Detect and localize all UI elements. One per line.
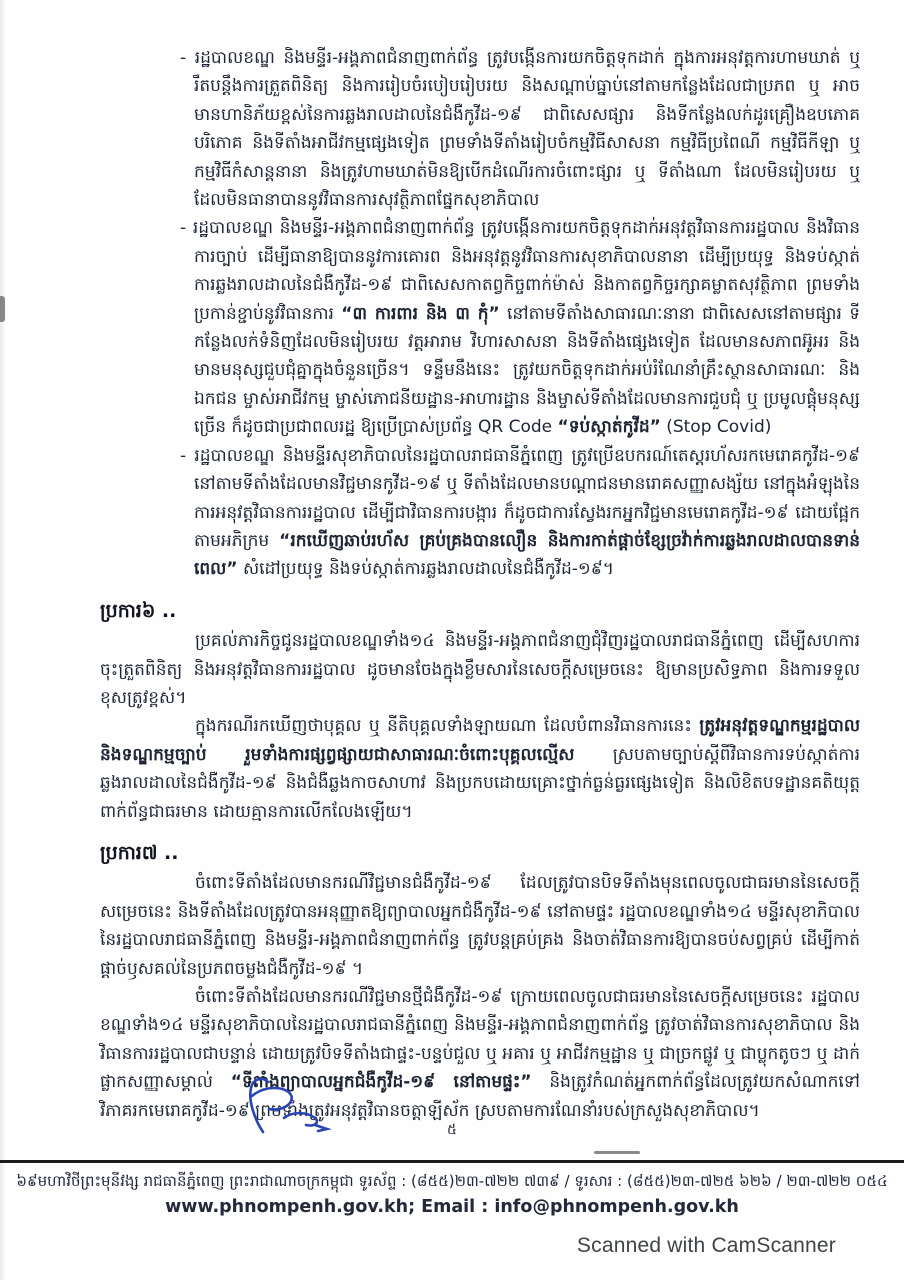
footer-address-line: ៦៩មហាវិថីព្រះមុនីវង្ស រាជធានីភ្នំពេញ ព្រះរាជាណាចក្រកម្ពុជា ទូរស័ព្ទ : (៨៥៥)២៣-៧២២ ៧៣៩ / ទូរសារ : (៨៥៥)២៣-៧២៥ ៦២៦ / ២៣-៧២២ ០៥៤ [16,1172,888,1190]
scan-edge-shadow [0,0,6,1280]
page-number: ៥ [447,1122,457,1138]
section-paragraph: ក្នុងករណីរកឃើញថាបុគ្គល ឬ នីតិបុគ្គលទាំងឡាយណា ដែលបំពានវិធានការនេះ ត្រូវអនុវត្តទណ្ឌកម្មរដ្ឋបាល និងទណ្ឌកម្មច្បាប់ រួមទាំងការផ្សព្វផ្សាយជាសាធារណៈចំពោះបុគ្គលល្មើស ស្របតាមច្បាប់ស្ដីពីវិធានការទប់ស្កាត់ការឆ្លងរាលដាលនៃជំងឺកូវីដ-១៩ និងជំងឺឆ្លងកាចសាហាវ និងប្រកបដោយគ្រោះថ្នាក់ធ្ងន់ធ្ងរផ្សេងទៀត និងលិខិតបទដ្ឋានគតិយុត្តពាក់ព័ន្ធជាធរមាន ដោយគ្មានការលើកលែងឡើយ។ [100,716,861,822]
document-body [100,44,860,1125]
provision-bullet: - រដ្ឋបាលខណ្ឌ និងមន្ទីរ-អង្គភាពជំនាញពាក់ព័ន្ធ ត្រូវបង្កើនការយកចិត្តទុកដាក់អនុវត្តវិធានការរដ្ឋបាល និងវិធានការច្បាប់ ដើម្បីធានាឱ្យបាននូវការគោរព និងអនុវត្តនូវវិធានការសុខាភិបាលនានា ដើម្បីប្រយុទ្ធ និងទប់ស្កាត់ការឆ្លងរាលដាលនៃជំងឺកូវីដ-១៩ ជាពិសេសកាតព្វកិច្ចពាក់ម៉ាស់ និងកាតព្វកិច្ចរក្សាគម្លាតសុវត្ថិភាព ព្រមទាំងប្រកាន់ខ្ជាប់នូវវិធានការ “៣ ការពារ និង ៣ កុំ” នៅតាមទីតាំងសាធារណៈនានា ជាពិសេសនៅតាមផ្សារ ទីកន្លែងលក់ទំនិញដែលមិនរៀបរយ វត្តអារាម វិហារសាសនា និងទីតាំងផ្សេងទៀត ដែលមានសភាពអ៊ូអរ និងមានមនុស្សជួបជុំគ្នាក្នុងចំនួនច្រើន។ ទន្ទឹមនឹងនេះ ត្រូវយកចិត្តទុកដាក់អប់រំណែនាំគ្រឹះស្ថានសាធារណៈ និងឯកជន ម្ចាស់អាជីវកម្ម ម្ចាស់ភោជនីយដ្ឋាន-អាហារដ្ឋាន និងម្ចាស់ទីតាំងដែលមានការជួបជុំ ឬ ប្រមូលផ្ដុំមនុស្សច្រើន ក៏ដូចជាប្រជាពលរដ្ឋ ឱ្យប្រើប្រាស់ប្រព័ន្ធ QR Code “ទប់ស្កាត់កូវីដ” (Stop Covid) [180,218,860,438]
section-heading-prakar-7: ប្រការ៧ .. [100,841,179,864]
section-paragraph: ប្រគល់ភារកិច្ចជូនរដ្ឋបាលខណ្ឌទាំង១៤ និងមន្ទីរ-អង្គភាពជំនាញជុំវិញរដ្ឋបាលរាជធានីភ្នំពេញ ដើម្បីសហការចុះត្រួតពិនិត្យ និងអនុវត្តវិធានការរដ្ឋបាល ដូចមានចែងក្នុងខ្លឹមសារនៃសេចក្ដីសម្រេចនេះ ឱ្យមានប្រសិទ្ធភាព និងការទទួលខុសត្រូវខ្ពស់។ [100,631,860,708]
scan-artifact [0,296,5,322]
provision-bullet: - រដ្ឋបាលខណ្ឌ និងមន្ទីរ-អង្គភាពជំនាញពាក់ព័ន្ធ ត្រូវបង្កើនការយកចិត្តទុកដាក់ ក្នុងការអនុវត្តការហាមឃាត់ ឬ រឹតបន្តឹងការត្រួតពិនិត្យ និងការរៀបចំរបៀបរៀបរយ និងសណ្ដាប់ធ្នាប់នៅតាមកន្លែងដែលជាប្រភព ឬ អាចមានហានិភ័យខ្ពស់នៃការឆ្លងរាលដាលនៃជំងឺកូវីដ-១៩ ជាពិសេសផ្សារ និងទីកន្លែងលក់ដូរគ្រឿងឧបភោគបរិភោគ និងទីតាំងអាជីវកម្មផ្សេងទៀត ព្រមទាំងទីតាំងរៀបចំកម្មវិធីសាសនា កម្មវិធីប្រពៃណី កម្មវិធីកីឡា ឬ កម្មវិធីកំសាន្តនានា និងត្រូវហាមឃាត់មិនឱ្យបើកដំណើរការចំពោះផ្សារ ឬ ទីតាំងណា ដែលមិនរៀបរយ ឬ ដែលមិនធានាបាននូវវិធានការសុវត្ថិភាពផ្នែកសុខាភិបាល [180,48,860,211]
footer-divider [0,1160,904,1163]
section-paragraph: ចំពោះទីតាំងដែលមានករណីវិជ្ជមានថ្មីជំងឺកូវីដ-១៩ ក្រោយពេលចូលជាធរមាននៃសេចក្ដីសម្រេចនេះ រដ្ឋបាលខណ្ឌទាំង១៤ មន្ទីរសុខាភិបាលនៃរដ្ឋបាលរាជធានីភ្នំពេញ និងមន្ទីរ-អង្គភាពជំនាញពាក់ព័ន្ធ ត្រូវចាត់វិធានការសុខាភិបាល និងវិធានការរដ្ឋបាលជាបន្ទាន់ ដោយត្រូវបិទទីតាំងជាផ្ទះ-បន្ទប់ជួល ឬ អគារ ឬ អាជីវកម្មដ្ឋាន ឬ ជាច្រកផ្លូវ ឬ ជាប្លុកតូចៗ ឬ ដាក់ផ្លាកសញ្ញាសម្គាល់ “ទីតាំងព្យាបាលអ្នកជំងឺកូវីដ-១៩ នៅតាមផ្ទះ” និងត្រូវកំណត់អ្នកពាក់ព័ន្ធដែលត្រូវយកសំណាកទៅវិភាគរកមេរោគកូវីដ-១៩ ព្រមទាំងត្រូវអនុវត្តវិធានចត្តាឡីស័ក ស្របតាមការណែនាំរបស់ក្រសួងសុខាភិបាល។ [100,987,860,1121]
camscanner-watermark: Scanned with CamScanner [576,1234,836,1257]
footer-website-email: www.phnompenh.gov.kh; Email : info@phnompenh.gov.kh [165,1197,739,1217]
section-paragraph: ចំពោះទីតាំងដែលមានករណីវិជ្ជមានជំងឺកូវីដ-១៩ ដែលត្រូវបានបិទទីតាំងមុនពេលចូលជាធរមាននៃសេចក្ដីសម្រេចនេះ និងទីតាំងដែលត្រូវបានអនុញ្ញាតឱ្យព្យាបាលអ្នកជំងឺកូវីដ-១៩ នៅតាមផ្ទះ រដ្ឋបាលខណ្ឌទាំង១៤ មន្ទីរសុខាភិបាលនៃរដ្ឋបាលរាជធានីភ្នំពេញ និងមន្ទីរ-អង្គភាពជំនាញពាក់ព័ន្ធ ត្រូវបន្តគ្រប់គ្រង និងចាត់វិធានការឱ្យបានចប់សព្វគ្រប់ ដើម្បីកាត់ផ្ដាច់ឫសគល់នៃប្រភពចម្លងជំងឺកូវីដ-១៩ ។ [100,873,860,979]
section-heading-prakar-6: ប្រការ៦ .. [100,599,177,622]
provision-bullet: - រដ្ឋបាលខណ្ឌ និងមន្ទីរសុខាភិបាលនៃរដ្ឋបាលរាជធានីភ្នំពេញ ត្រូវប្រើឧបករណ៍តេស្ដរហ័សរកមេរោគកូវីដ-១៩ នៅតាមទីតាំងដែលមានវិជ្ជមានកូវីដ-១៩ ឬ ទីតាំងដែលមានបណ្ដាជនមានរោគសញ្ញាសង្ស័យ នៅក្នុងអំឡុងនៃការអនុវត្តវិធានការរដ្ឋបាល ដើម្បីជាវិធានការបង្ការ ក៏ដូចជាការស្វែងរកអ្នកវិជ្ជមានមេរោគកូវីដ-១៩ ដោយផ្អែកតាមអភិក្រម “រកឃើញឆាប់រហ័ស គ្រប់គ្រងបានលឿន និងការកាត់ផ្ដាច់ខ្សែច្រវ៉ាក់ការឆ្លងរាលដាលបានទាន់ពេល” សំដៅប្រយុទ្ធ និងទប់ស្កាត់ការឆ្លងរាលដាលនៃជំងឺកូវីដ-១៩។ [180,445,860,580]
scan-artifact-line [594,1151,640,1154]
